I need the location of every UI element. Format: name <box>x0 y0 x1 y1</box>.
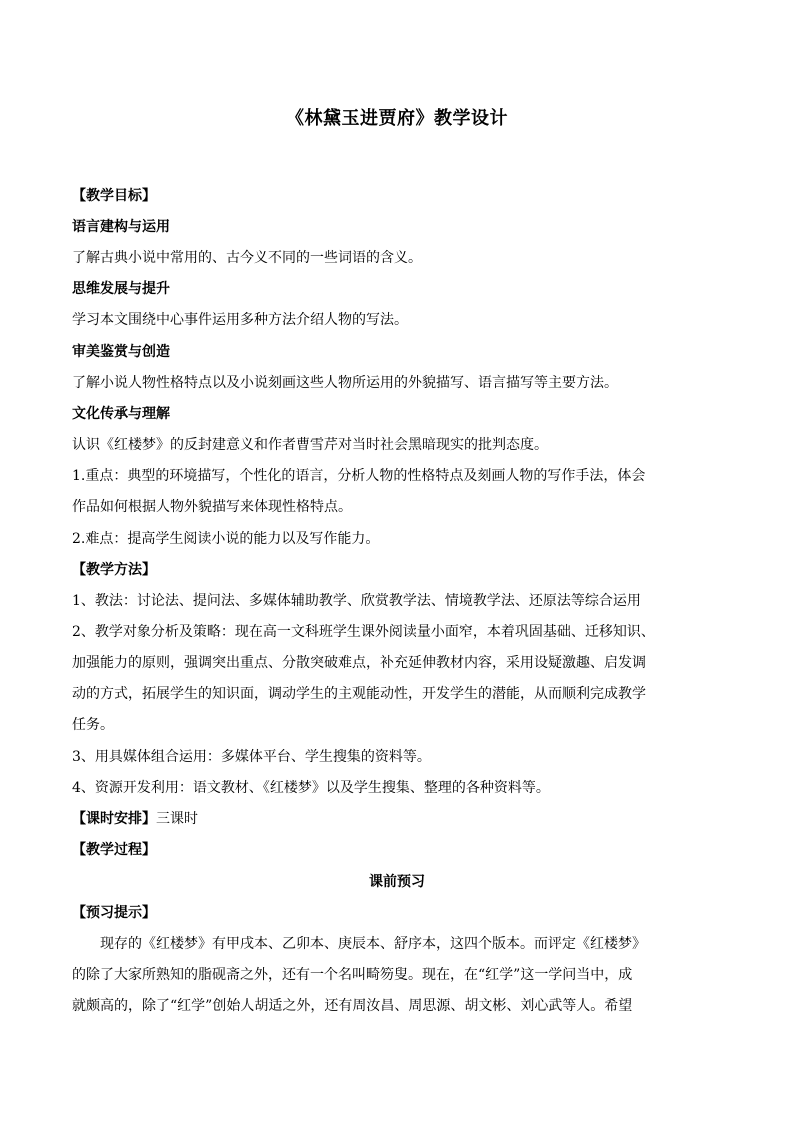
goal-text-language: 了解古典小说中常用的、古今义不同的一些词语的含义。 <box>72 250 422 266</box>
preview-line-1: 现存的《红楼梦》有甲戌本、乙卯本、庚辰本、舒序本，这四个版本。而评定《红楼梦》 <box>100 936 646 952</box>
method-line-5: 任务。 <box>72 717 114 733</box>
schedule-label: 【课时安排】 <box>72 811 156 827</box>
goal-text-culture: 认识《红楼梦》的反封建意义和作者曹雪芹对当时社会黑暗现实的批判态度。 <box>72 437 548 453</box>
goal-text-thinking: 学习本文围绕中心事件运用多种方法介绍人物的写法。 <box>72 312 408 328</box>
method-line-4: 动的方式，拓展学生的知识面，调动学生的主观能动性，开发学生的潜能，从而顺利完成教学 <box>72 686 646 702</box>
preview-line-3: 就颇高的，除了“红学”创始人胡适之外，还有周汝昌、周思源、胡文彬、刘心武等人。希望 <box>72 998 633 1014</box>
section-heading-methods: 【教学方法】 <box>72 562 156 578</box>
key-point-line-2: 作品如何根据人物外貌描写来体现性格特点。 <box>72 499 352 515</box>
difficult-point: 2.难点：提高学生阅读小说的能力以及写作能力。 <box>72 531 380 547</box>
section-heading-goals: 【教学目标】 <box>72 188 156 204</box>
preview-line-2: 的除了大家所熟知的脂砚斋之外，还有一个名叫畸笏叟。现在，在“红学”这一学问当中，成 <box>72 967 633 983</box>
section-heading-process: 【教学过程】 <box>72 842 156 858</box>
method-line-7: 4、资源开发利用：语文教材、《红楼梦》以及学生搜集、整理的各种资料等。 <box>72 780 550 796</box>
document-title: 《林黛玉进贾府》教学设计 <box>286 108 508 129</box>
method-line-1: 1、教法：讨论法、提问法、多媒体辅助教学、欣赏教学法、情境教学法、还原法等综合运用 <box>72 593 641 609</box>
method-line-3: 加强能力的原则，强调突出重点、分散突破难点，补充延伸教材内容，采用设疑激趣、启发调 <box>72 655 646 671</box>
goal-heading-thinking: 思维发展与提升 <box>72 281 170 297</box>
goal-text-aesthetic: 了解小说人物性格特点以及小说刻画这些人物所运用的外貌描写、语言描写等主要方法。 <box>72 375 618 391</box>
goal-heading-aesthetic: 审美鉴赏与创造 <box>72 344 170 360</box>
goal-heading-culture: 文化传承与理解 <box>72 406 170 422</box>
method-line-6: 3、用具媒体组合运用：多媒体平台、学生搜集的资料等。 <box>72 749 431 765</box>
schedule-value: 三课时 <box>156 811 198 827</box>
goal-heading-language: 语言建构与运用 <box>72 219 170 235</box>
preview-tip-heading: 【预习提示】 <box>72 905 156 921</box>
key-point-line-1: 1.重点：典型的环境描写，个性化的语言，分析人物的性格特点及刻画人物的写作手法，体会 <box>72 468 646 484</box>
preview-title: 课前预习 <box>369 874 425 890</box>
method-line-2: 2、教学对象分析及策略：现在高一文科班学生课外阅读量小面窄，本着巩固基础、迁移知识、 <box>72 624 655 640</box>
schedule-line <box>72 809 722 829</box>
